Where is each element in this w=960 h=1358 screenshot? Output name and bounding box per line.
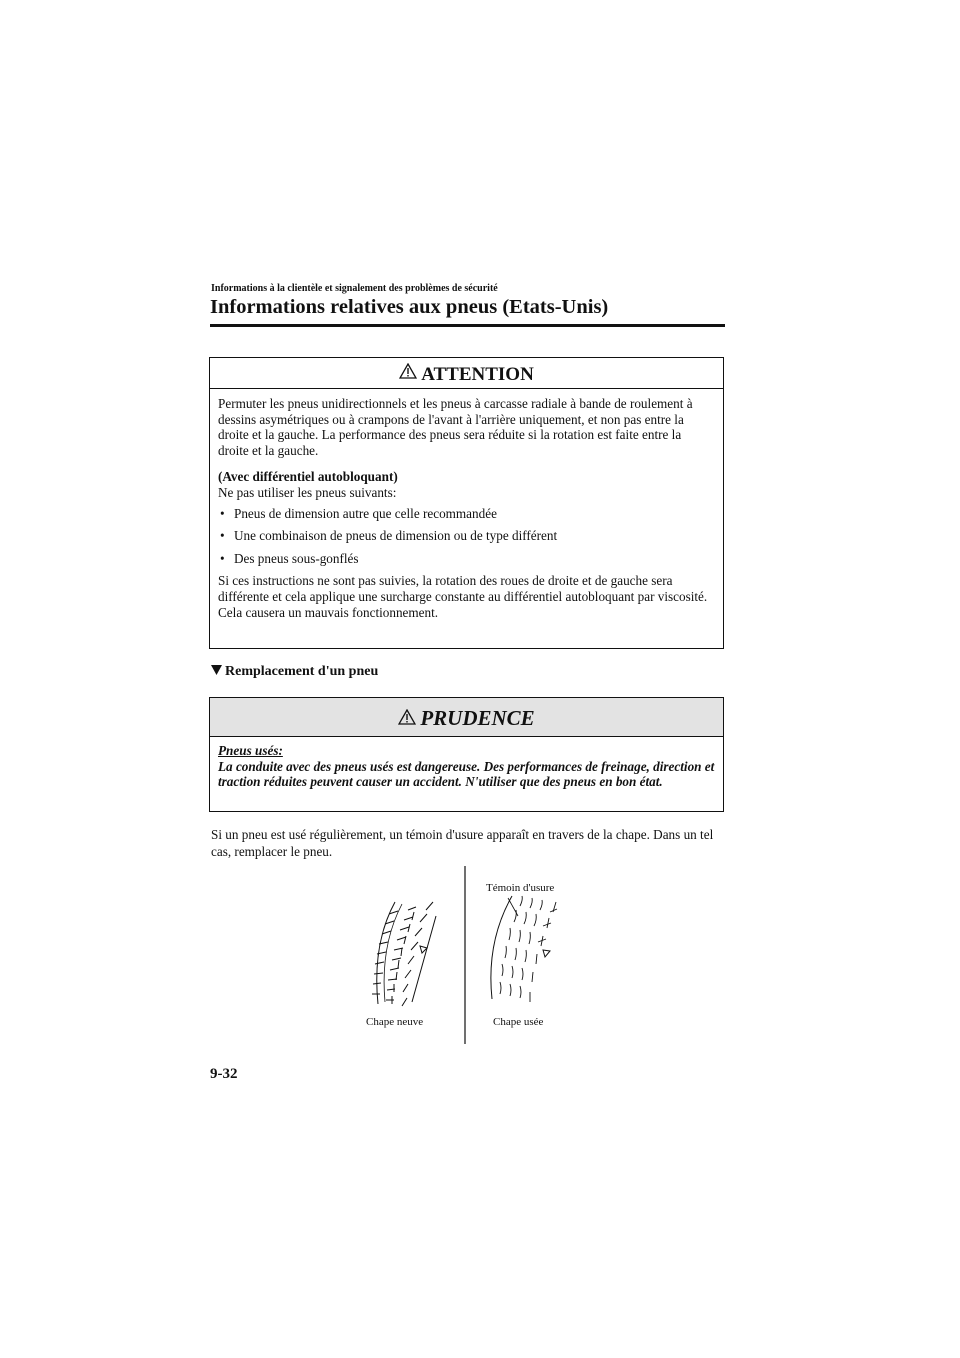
bullet-icon: • (220, 550, 225, 566)
warning-icon (399, 357, 417, 391)
subsection-heading: Remplacement d'un pneu (211, 664, 378, 680)
bullet-icon: • (220, 528, 225, 544)
section-label: Informations à la clientèle et signalement des problèmes de sécurité (211, 283, 498, 294)
attention-box (209, 357, 724, 649)
warning-icon (398, 698, 416, 738)
attention-header (210, 358, 723, 389)
bullet-icon: • (220, 505, 225, 521)
prudence-box (209, 697, 724, 812)
attention-subhead: (Avec différentiel autobloquant) (218, 469, 398, 485)
page-title: Informations relatives aux pneus (Etats-Unis) (210, 296, 609, 318)
prudence-text: La conduite avec des pneus usés est dangereuse. Des performances de freinage, direction et traction réduites peuvent causer un accident. N'utiliser que des pneus en bon état. (218, 758, 715, 790)
attention-body (210, 389, 723, 620)
prudence-body (210, 737, 723, 790)
prudence-heading: PRUDENCE (420, 706, 535, 730)
body-paragraph: Si un pneu est usé régulièrement, un témoin d'usure apparaît en travers de la chape. Dans un tel cas, remplacer le pneu. (211, 827, 714, 859)
prudence-header (210, 698, 723, 737)
list-item: • Une combinaison de pneus de dimension ou de type différent (220, 528, 558, 544)
prudence-label: Pneus usés: (218, 743, 283, 758)
attention-intro: Ne pas utiliser les pneus suivants: (218, 484, 397, 500)
label-worn-tread: Chape usée (493, 1016, 544, 1028)
attention-para2: Si ces instructions ne sont pas suivies, la rotation des roues de droite et de gauche sera différente et cela applique une surcharge constante au différentiel autobloquant par viscosité. (218, 573, 708, 604)
tire-tread-illustration (340, 864, 600, 1046)
attention-para1: Permuter les pneus unidirectionnels et les pneus à carcasse radiale à bande de roulement à dessins asymétriques ou à crampons de l'avant à l'arrière uniquement, et non pas entre la droite et la gauche. La performance des pneus sera réduite si la rotation est faite entre la droite et la gauche. (218, 396, 693, 458)
attention-heading: ATTENTION (421, 364, 534, 385)
attention-para3: Cela causera un mauvais fonctionnement. (218, 604, 439, 620)
title-rule (210, 324, 725, 327)
triangle-down-icon (211, 664, 222, 680)
list-item: • Pneus de dimension autre que celle recommandée (220, 505, 497, 521)
page-number: 9-32 (210, 1066, 238, 1082)
list-item: • Des pneus sous-gonflés (220, 550, 359, 566)
label-new-tread: Chape neuve (366, 1016, 424, 1028)
label-wear-indicator: Témoin d'usure (486, 882, 555, 894)
